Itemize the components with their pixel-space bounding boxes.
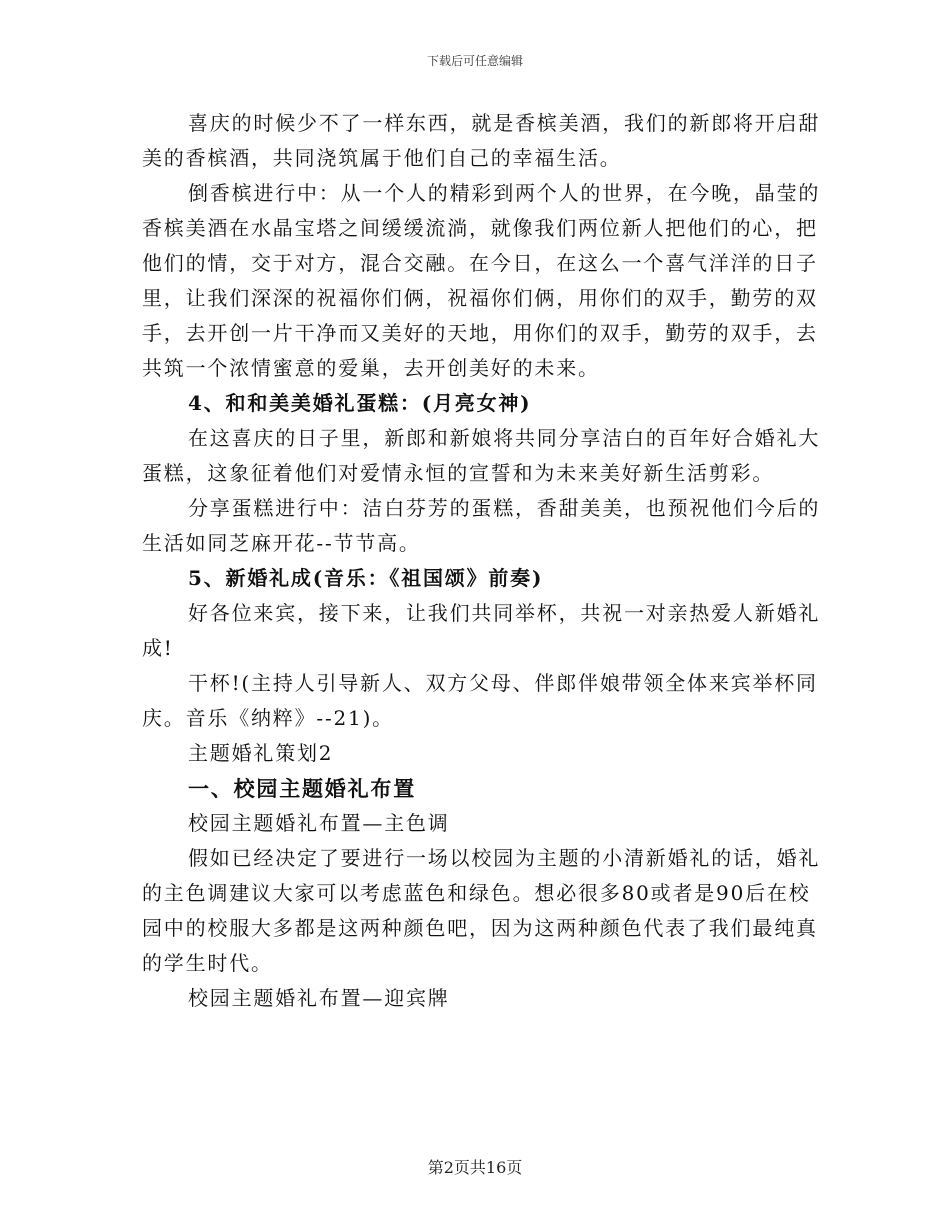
section-title-ceremony: 5、新婚礼成(音乐：《祖国颂》前奏) (188, 566, 544, 590)
heading-campus-theme: 一、校园主题婚礼布置 (188, 776, 416, 801)
paragraph-1: 喜庆的时候少不了一样东西，就是香槟美酒，我们的新郎将开启甜美的香槟酒，共同浇筑属于他们自己的幸福生活。 (142, 111, 821, 170)
page-header: 下载后可任意编辑 (426, 54, 523, 68)
subheading-main-color: 校园主题婚礼布置—主色调 (188, 811, 450, 835)
document-body (142, 106, 822, 1016)
page-number: 第2页共16页 (427, 1158, 523, 1177)
paragraph-6: 干杯!(主持人引导新人、双方父母、伴郎伴娘带领全体来宾举杯同庆。音乐《纳粹》--21)。 (142, 671, 818, 730)
paragraph-2: 倒香槟进行中：从一个人的精彩到两个人的世界，在今晚，晶莹的香槟美酒在水晶宝塔之间缓缓流淌，就像我们两位新人把他们的心，把他们的情，交于对方，混合交融。在今日，在这么一个喜气洋洋的日子里，让我们深深的祝福你们俩，祝福你们俩，用你们的双手，勤劳的双手，去开创一片干净而又美好的天地，用你们的双手，勤劳的双手，去共筑一个浓情蜜意的爱巢，去开创美好的未来。 (142, 181, 821, 380)
paragraph-3: 在这喜庆的日子里，新郎和新娘将共同分享洁白的百年好合婚礼大蛋糕，这象征着他们对爱情永恒的宣誓和为未来美好新生活剪彩。 (142, 426, 821, 485)
paragraph-7: 假如已经决定了要进行一场以校园为主题的小清新婚礼的话，婚礼的主色调建议大家可以考虑蓝色和绿色。想必很多80或者是90后在校园中的校服大多都是这两种颜色吧，因为这两种颜色代表了我们最纯真的学生时代。 (142, 846, 821, 975)
paragraph-5: 好各位来宾，接下来，让我们共同举杯，共祝一对亲热爱人新婚礼成! (142, 601, 821, 660)
paragraph-4: 分享蛋糕进行中：洁白芬芳的蛋糕，香甜美美，也预祝他们今后的生活如同芝麻开花--节节高。 (142, 496, 821, 555)
section-title-cake: 4、和和美美婚礼蛋糕：(月亮女神) (188, 391, 532, 415)
subheading-welcome-sign: 校园主题婚礼布置—迎宾牌 (188, 986, 450, 1010)
subtitle-plan-2: 主题婚礼策划2 (188, 741, 334, 765)
